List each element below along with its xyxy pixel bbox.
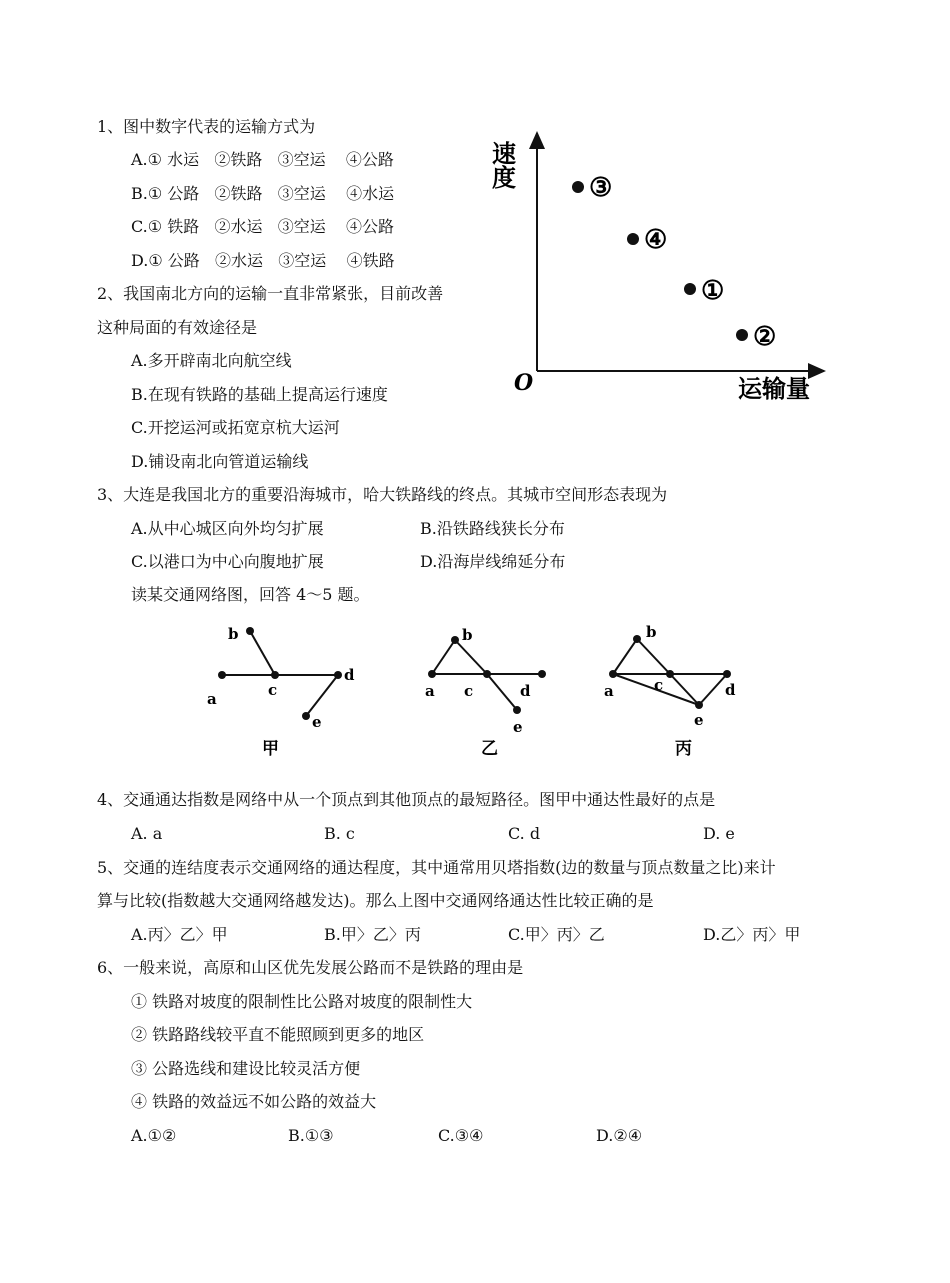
y-axis-label: 速度	[487, 141, 517, 189]
q4-option-a: A. a	[131, 824, 163, 843]
q6-statement-4: ④ 铁路的效益远不如公路的效益大	[131, 1092, 377, 1111]
point-1-marker	[684, 283, 696, 295]
bing-node-e: e	[694, 711, 704, 729]
q1-stem: 1、图中数字代表的运输方式为	[97, 117, 316, 136]
point-1-label: ①	[701, 276, 725, 306]
network-jia	[207, 625, 355, 759]
network-bing	[604, 623, 736, 759]
yi-node-d: d	[520, 682, 531, 700]
bing-caption: 丙	[675, 739, 692, 759]
q4-stem: 4、交通通达指数是网络中从一个顶点到其他顶点的最短路径。图甲中通达性最好的点是	[97, 790, 716, 809]
q6-option-a: A.①②	[131, 1126, 177, 1145]
jia-node-d: d	[344, 666, 355, 684]
q1-option-b: B.① 公路 ②铁路 ③空运 ④水运	[131, 184, 395, 203]
q5-stem-line2: 算与比较(指数越大交通网络越发达)。那么上图中交通网络通达性比较正确的是	[97, 891, 654, 910]
q2-stem-line1: 2、我国南北方向的运输一直非常紧张，目前改善	[97, 284, 444, 303]
q2-option-d: D.铺设南北向管道运输线	[131, 452, 309, 471]
q5-option-d: D.乙〉丙〉甲	[703, 925, 801, 944]
x-axis-label: 运输量	[738, 374, 810, 403]
jia-caption: 甲	[262, 739, 279, 759]
jia-node-e: e	[312, 713, 322, 731]
point-3-marker	[572, 181, 584, 193]
q2-stem-line2: 这种局面的有效途径是	[97, 318, 258, 337]
q6-stem: 6、一般来说，高原和山区优先发展公路而不是铁路的理由是	[97, 958, 524, 977]
intro-q4-5: 读某交通网络图，回答 4～5 题。	[131, 585, 370, 604]
yi-caption: 乙	[481, 739, 498, 759]
speed-volume-chart	[487, 125, 830, 415]
point-2-marker	[736, 329, 748, 341]
bing-node-c: c	[654, 676, 664, 694]
point-2-label: ②	[753, 322, 777, 352]
network-yi	[425, 626, 546, 759]
q3-option-d: D.沿海岸线绵延分布	[420, 552, 566, 571]
q1-option-c: C.① 铁路 ②水运 ③空运 ④公路	[131, 217, 395, 236]
q5-option-a: A.丙〉乙〉甲	[131, 925, 228, 944]
q6-option-b: B.①③	[288, 1126, 334, 1145]
yi-node-a: a	[425, 682, 435, 700]
q6-option-c: C.③④	[438, 1126, 484, 1145]
point-4-label: ④	[644, 225, 668, 255]
bing-node-b: b	[646, 623, 657, 641]
yi-node-b: b	[462, 626, 473, 644]
point-4-marker	[627, 233, 639, 245]
jia-node-b: b	[228, 625, 239, 643]
q5-stem-line1: 5、交通的连结度表示交通网络的通达程度，其中通常用贝塔指数(边的数量与顶点数量之比)来计	[97, 858, 776, 877]
q3-option-a: A.从中心城区向外均匀扩展	[131, 519, 324, 538]
q2-option-c: C.开挖运河或拓宽京杭大运河	[131, 418, 340, 437]
q3-stem: 3、大连是我国北方的重要沿海城市，哈大铁路线的终点。其城市空间形态表现为	[97, 485, 668, 504]
network-diagrams	[200, 615, 760, 765]
q1-option-a: A.① 水运 ②铁路 ③空运 ④公路	[131, 150, 394, 169]
q5-option-c: C.甲〉丙〉乙	[508, 925, 605, 944]
q4-option-b: B. c	[324, 824, 355, 843]
jia-node-c: c	[268, 681, 278, 699]
q6-statement-1: ① 铁路对坡度的限制性比公路对坡度的限制性大	[131, 992, 473, 1011]
q4-option-d: D. e	[703, 824, 735, 843]
q3-option-c: C.以港口为中心向腹地扩展	[131, 552, 324, 571]
q6-statement-3: ③ 公路选线和建设比较灵活方便	[131, 1059, 361, 1078]
bing-node-d: d	[725, 681, 736, 699]
jia-node-a: a	[207, 690, 217, 708]
q2-option-a: A.多开辟南北向航空线	[131, 351, 292, 370]
yi-node-e: e	[513, 718, 523, 736]
point-3-label: ③	[589, 173, 613, 203]
q2-option-b: B.在现有铁路的基础上提高运行速度	[131, 385, 388, 404]
q5-option-b: B.甲〉乙〉丙	[324, 925, 421, 944]
origin-label: O	[514, 370, 534, 396]
q1-option-d: D.① 公路 ②水运 ③空运 ④铁路	[131, 251, 395, 270]
q6-option-d: D.②④	[596, 1126, 643, 1145]
q3-option-b: B.沿铁路线狭长分布	[420, 519, 565, 538]
q4-option-c: C. d	[508, 824, 541, 843]
yi-node-c: c	[464, 682, 474, 700]
q6-statement-2: ② 铁路路线较平直不能照顾到更多的地区	[131, 1025, 425, 1044]
bing-node-a: a	[604, 682, 614, 700]
